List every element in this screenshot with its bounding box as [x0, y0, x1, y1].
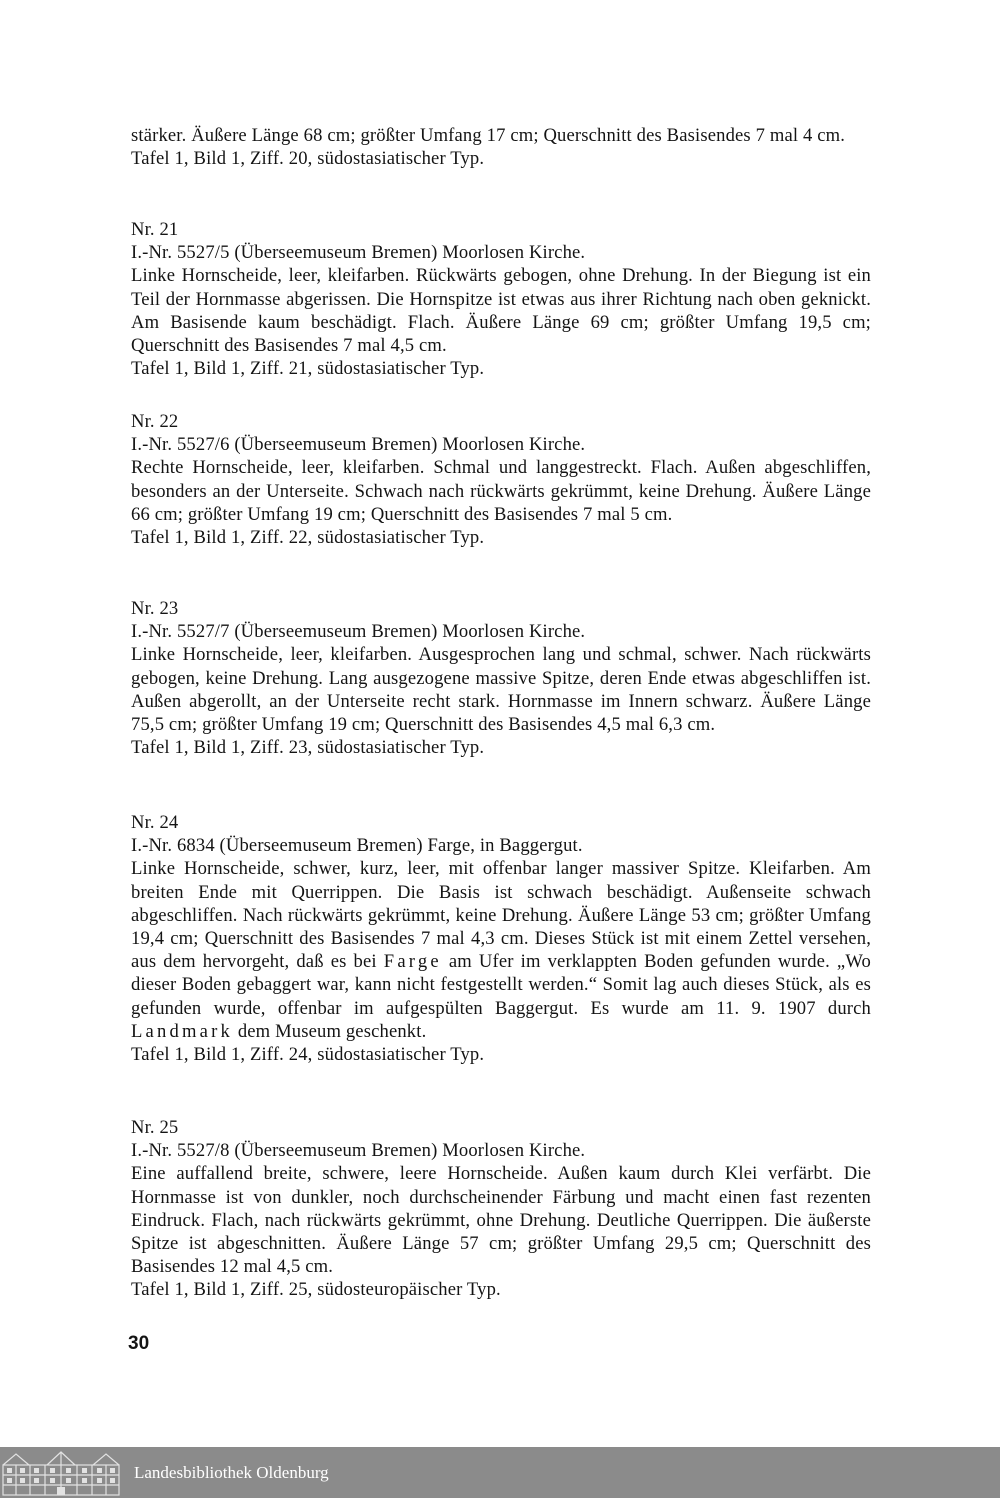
entry-reference: Tafel 1, Bild 1, Ziff. 22, südostasiatischer Typ. — [131, 527, 485, 549]
description-part-c: dem Museum geschenkt. — [237, 1020, 427, 1042]
entry-number: Nr. 22 — [131, 411, 179, 432]
entry-reference: Tafel 1, Bild 1, Ziff. 21, südostasiatischer Typ. — [131, 358, 485, 380]
library-footer — [0, 1447, 1000, 1498]
page-number: 30 — [128, 1333, 150, 1354]
entry-number: Nr. 24 — [131, 812, 179, 833]
place-name: Farge — [383, 951, 442, 973]
entry-inventory: I.-Nr. 5527/5 (Überseemuseum Bremen) Moorlosen Kirche. — [131, 242, 586, 264]
description-part-a: Linke Hornscheide, schwer, kurz, leer, mit offenbar langer massiver Spitze. Kleifarben. Am breiten Ende mit Querrippen. Die Basis ist schwach beschädigt. Außenseite schwach abgeschliffen. Nach rückwärts gekrümmt, keine Drehung. Äußere Länge 53 cm; größter Umfang 19,4 cm; Querschnitt des Basisendes 7 mal 4,3 cm. Dieses Stück ist mit einem Zettel versehen, aus dem hervorgeht, daß es bei — [131, 858, 871, 973]
entry-inventory: I.-Nr. 5527/8 (Überseemuseum Bremen) Moorlosen Kirche. — [131, 1140, 586, 1162]
entry-nr-25 — [131, 1116, 871, 1302]
entry-number: Nr. 21 — [131, 219, 179, 240]
entry-nr-23 — [131, 597, 871, 759]
intro-paragraph — [131, 124, 871, 170]
entry-description: Eine auffallend breite, schwere, leere Hornscheide. Außen kaum durch Klei verfärbt. Die Hornmasse ist von dunkler, noch durchscheinender Färbung und macht einen fast rezenten Eindruck. Flach, nach rückwärts gekrümmt, ohne Drehung. Deutliche Querrippen. Die äußerste Spitze ist abgeschnitten. Äußere Länge 57 cm; größter Umfang 29,5 cm; Querschnitt des Basisendes 12 mal 4,5 cm. — [131, 1163, 871, 1278]
entry-description: Linke Hornscheide, leer, kleifarben. Rückwärts gebogen, ohne Drehung. In der Biegung ist ein Teil der Hornmasse abgerissen. Die Hornspitze ist etwas aus ihrer Richtung nach oben geknickt. Am Basisende kaum beschädigt. Flach. Äußere Länge 69 cm; größter Umfang 19,5 cm; Querschnitt des Basisendes 7 mal 4,5 cm. — [131, 265, 871, 357]
intro-reference: Tafel 1, Bild 1, Ziff. 20, südostasiatischer Typ. — [131, 148, 485, 170]
library-building-icon — [2, 1449, 120, 1496]
entry-nr-22 — [131, 410, 871, 549]
entry-reference: Tafel 1, Bild 1, Ziff. 23, südostasiatischer Typ. — [131, 737, 485, 759]
donor-name: Landmark — [131, 1020, 234, 1042]
entry-nr-24 — [131, 811, 871, 1066]
library-name: Landesbibliothek Oldenburg — [134, 1463, 329, 1482]
entry-description: Linke Hornscheide, leer, kleifarben. Ausgesprochen lang und schmal, schwer. Nach rückwärts gebogen, keine Drehung. Lang ausgezogene massive Spitze, deren Ende etwas abgeschliffen ist. Außen abgerollt, an der Unterseite recht stark. Hornmasse im Innern schwarz. Äußere Länge 75,5 cm; größter Umfang 19 cm; Querschnitt des Basisendes 4,5 mal 6,3 cm. — [131, 644, 871, 736]
entry-inventory: I.-Nr. 5527/7 (Überseemuseum Bremen) Moorlosen Kirche. — [131, 621, 586, 643]
entry-nr-21 — [131, 218, 871, 380]
entry-number: Nr. 23 — [131, 598, 179, 619]
entry-reference: Tafel 1, Bild 1, Ziff. 24, südostasiatischer Typ. — [131, 1044, 485, 1066]
description-part-b: am Ufer im verklappten Boden gefunden wurde. „Wo dieser Boden gebaggert war, kann nicht festgestellt werden.“ Somit lag auch dieses Stück, als es gefunden wurde, offenbar im aufgespülten Baggergut. Es wurde am 11. 9. 1907 durch — [131, 951, 871, 1019]
intro-text: stärker. Äußere Länge 68 cm; größter Umfang 17 cm; Querschnitt des Basisendes 7 mal 4 cm. — [131, 125, 846, 146]
entry-description: Rechte Hornscheide, leer, kleifarben. Schmal und langgestreckt. Flach. Außen abgeschliffen, besonders an der Unterseite. Schwach nach rückwärts gekrümmt, keine Drehung. Äußere Länge 66 cm; größter Umfang 19 cm; Querschnitt des Basisendes 7 mal 5 cm. — [131, 457, 871, 525]
entry-inventory: I.-Nr. 6834 (Überseemuseum Bremen) Farge, in Baggergut. — [131, 835, 583, 857]
entry-reference: Tafel 1, Bild 1, Ziff. 25, südosteuropäischer Typ. — [131, 1279, 501, 1301]
entry-inventory: I.-Nr. 5527/6 (Überseemuseum Bremen) Moorlosen Kirche. — [131, 434, 586, 456]
entry-number: Nr. 25 — [131, 1117, 179, 1138]
entry-description — [131, 857, 871, 1043]
